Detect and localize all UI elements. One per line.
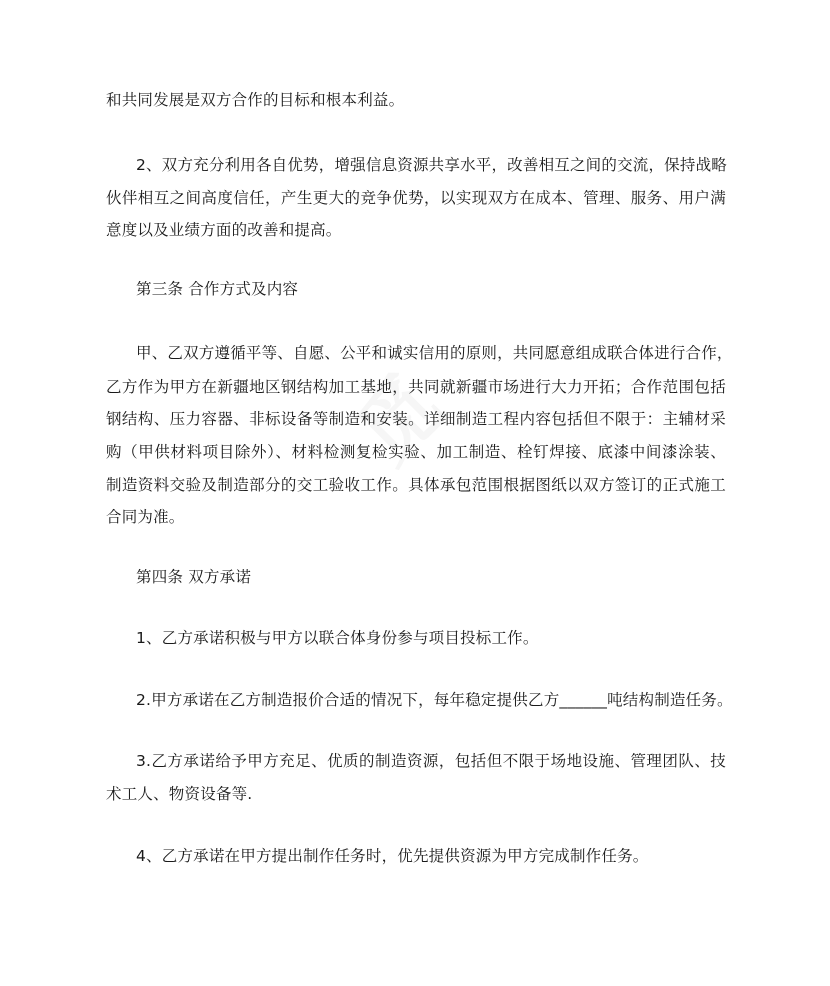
- paragraph-line: 伙伴相互之间高度信任，产生更大的竞争优势，以实现双方在成本、管理、服务、用户满: [106, 189, 726, 207]
- paragraph-line: 4、乙方承诺在甲方提出制作任务时，优先提供资源为甲方完成制作任务。: [136, 847, 649, 865]
- paragraph-line: 和共同发展是双方合作的目标和根本利益。: [106, 91, 405, 109]
- paragraph-line: 意度以及业绩方面的改善和提高。: [106, 221, 342, 239]
- paragraph-line: 3.乙方承诺给予甲方充足、优质的制造资源，包括但不限于场地设施、管理团队、技: [136, 752, 726, 770]
- paragraph-line: 钢结构、压力容器、非标设备等制造和安装。详细制造工程内容包括但不限于：主辅材采: [106, 410, 726, 428]
- paragraph-line: 制造资料交验及制造部分的交工验收工作。具体承包范围根据图纸以双方签订的正式施工: [106, 476, 726, 494]
- paragraph-line: 2.甲方承诺在乙方制造报价合适的情况下，每年稳定提供乙方______吨结构制造任务。: [136, 691, 733, 709]
- paragraph-line: 合同为准。: [106, 508, 185, 526]
- paragraph-line: 1、乙方承诺积极与甲方以联合体身份参与项目投标工作。: [136, 629, 539, 647]
- paragraph-line: 甲、乙双方遵循平等、自愿、公平和诚实信用的原则，共同愿意组成联合体进行合作，: [136, 344, 733, 362]
- section-heading-4: 第四条 双方承诺: [136, 568, 252, 586]
- paragraph-line: 术工人、物资设备等.: [106, 785, 253, 803]
- paragraph-line: 购（甲供材料项目除外）、材料检测复检实验、加工制造、栓钉焊接、底漆中间漆涂装、: [106, 443, 726, 461]
- paragraph-line: 乙方作为甲方在新疆地区钢结构加工基地，共同就新疆市场进行大力开拓；合作范围包括: [106, 378, 726, 396]
- section-heading-3: 第三条 合作方式及内容: [136, 280, 299, 298]
- paragraph-line: 2、双方充分利用各自优势，增强信息资源共享水平，改善相互之间的交流，保持战略: [136, 156, 727, 174]
